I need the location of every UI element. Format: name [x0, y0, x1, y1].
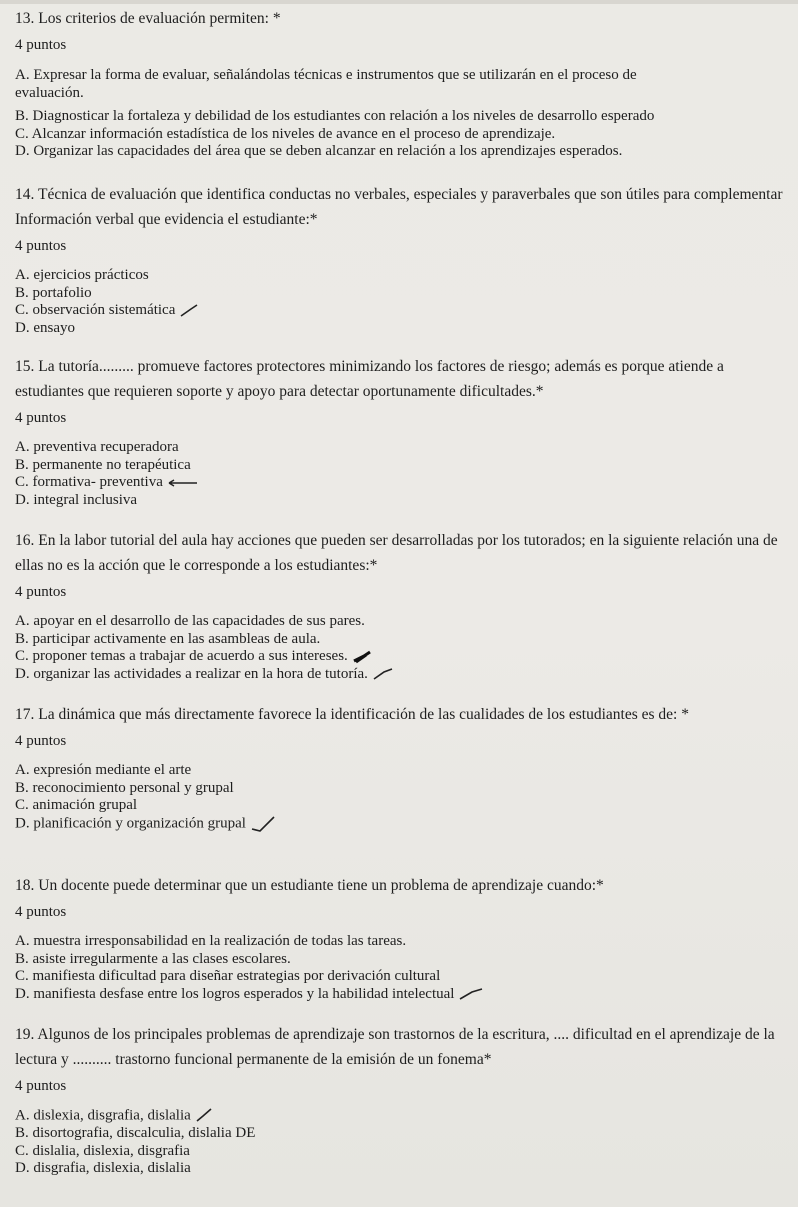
question-stem: 18. Un docente puede determinar que un estudiante tiene un problema de aprendizaje cuando:* — [15, 877, 604, 894]
option-list — [15, 267, 785, 337]
option-b: B. participar activamente en las asambleas de aula. — [15, 630, 321, 647]
question-15 — [15, 354, 785, 509]
option-a: A. apoyar en el desarrollo de las capacidades de sus pares. — [15, 613, 365, 629]
option-d: D. planificación y organización grupal — [15, 815, 785, 833]
option-a: A. preventiva recuperadora — [15, 439, 179, 455]
option-b: B. Diagnosticar la fortaleza y debilidad de los estudiantes con relación a los niveles de desarrollo esperado — [15, 108, 655, 124]
option-d: D. integral inclusiva — [15, 491, 138, 508]
question-points: 4 puntos — [15, 584, 67, 600]
question-stem: 17. La dinámica que más directamente favorece la identificación de las cualidades de los estudiantes es de: * — [15, 706, 689, 723]
option-c: C. Alcanzar información estadística de los niveles de avance en el proceso de aprendizaje. — [15, 125, 556, 142]
question-14 — [15, 182, 785, 337]
question-stem: 15. La tutoría......... promueve factores protectores minimizando los factores de riesgo; además es porque atiende a estudiantes que requieren soporte y apoyo para detectar oportunamente dificultades.* — [15, 358, 724, 400]
question-points: 4 puntos — [15, 904, 67, 920]
option-d: D. organizar las actividades a realizar en la hora de tutoría. — [15, 666, 785, 684]
option-c: C. manifiesta dificultad para diseñar estrategias por derivación cultural — [15, 968, 441, 984]
option-b: B. portafolio — [15, 284, 92, 301]
option-list — [15, 439, 785, 509]
question-19 — [15, 1022, 785, 1178]
question-stem: 19. Algunos de los principales problemas de aprendizaje son trastornos de la escritura, .... dificultad en el aprendizaje de la lectura y .......... trastorno funcional permanente de la emisión de un fonema* — [15, 1026, 775, 1068]
option-b: B. disortografia, discalculia, dislalia DE — [15, 1125, 256, 1141]
option-a: A. expresión mediante el arte — [15, 762, 192, 778]
option-a: A. muestra irresponsabilidad en la realización de todas las tareas. — [15, 933, 407, 949]
question-points: 4 puntos — [15, 410, 67, 426]
option-list — [15, 1107, 785, 1178]
option-d: D. manifiesta desfase entre los logros esperados y la habilidad intelectual — [15, 986, 785, 1004]
question-16 — [15, 528, 785, 683]
option-b: B. permanente no terapéutica — [15, 456, 191, 473]
option-list — [15, 613, 785, 683]
option-a: A. Expresar la forma de evaluar, señalándolas técnicas e instrumentos que se utilizarán en el proceso de evaluación. — [15, 67, 637, 101]
option-b: B. reconocimiento personal y grupal — [15, 779, 234, 796]
question-18 — [15, 873, 785, 1003]
option-c: C. animación grupal — [15, 797, 138, 813]
question-points: 4 puntos — [15, 733, 67, 749]
handwritten-arrow-icon — [167, 478, 199, 488]
option-c: C. dislalia, dislexia, disgrafia — [15, 1142, 190, 1159]
handwritten-check-icon — [372, 667, 394, 681]
question-points: 4 puntos — [15, 37, 67, 53]
handwritten-scribble-icon — [352, 650, 374, 664]
option-list — [15, 762, 785, 833]
option-c: C. proponer temas a trabajar de acuerdo a sus intereses. — [15, 648, 785, 666]
option-d: D. ensayo — [15, 319, 75, 336]
question-stem: 14. Técnica de evaluación que identifica conductas no verbales, especiales y paraverbales que son útiles para complementar Información verbal que evidencia el estudiante:* — [15, 186, 783, 228]
option-d: D. Organizar las capacidades del área que se deben alcanzar en relación a los aprendizajes esperados. — [15, 143, 623, 159]
handwritten-check-icon — [179, 303, 201, 319]
handwritten-check-icon — [250, 815, 276, 833]
question-stem: 16. En la labor tutorial del aula hay acciones que pueden ser desarrolladas por los tutorados; en la siguiente relación una de ellas no es la acción que le corresponde a los estudiantes:* — [15, 532, 778, 574]
option-list — [15, 67, 785, 161]
question-17 — [15, 702, 785, 833]
option-a: A. dislexia, disgrafia, dislalia — [15, 1107, 785, 1125]
question-stem: 13. Los criterios de evaluación permiten: * — [15, 10, 281, 27]
option-list — [15, 933, 785, 1003]
option-c: C. formativa- preventiva — [15, 474, 785, 492]
option-a: A. ejercicios prácticos — [15, 267, 149, 283]
question-13 — [15, 6, 785, 161]
question-points: 4 puntos — [15, 1078, 67, 1094]
handwritten-check-icon — [458, 987, 484, 1001]
handwritten-check-icon — [195, 1107, 213, 1125]
option-d: D. disgrafia, dislexia, dislalia — [15, 1160, 191, 1176]
page-top-edge — [0, 0, 798, 4]
option-b: B. asiste irregularmente a las clases escolares. — [15, 950, 291, 967]
option-c: C. observación sistemática — [15, 302, 785, 320]
question-points: 4 puntos — [15, 238, 67, 254]
